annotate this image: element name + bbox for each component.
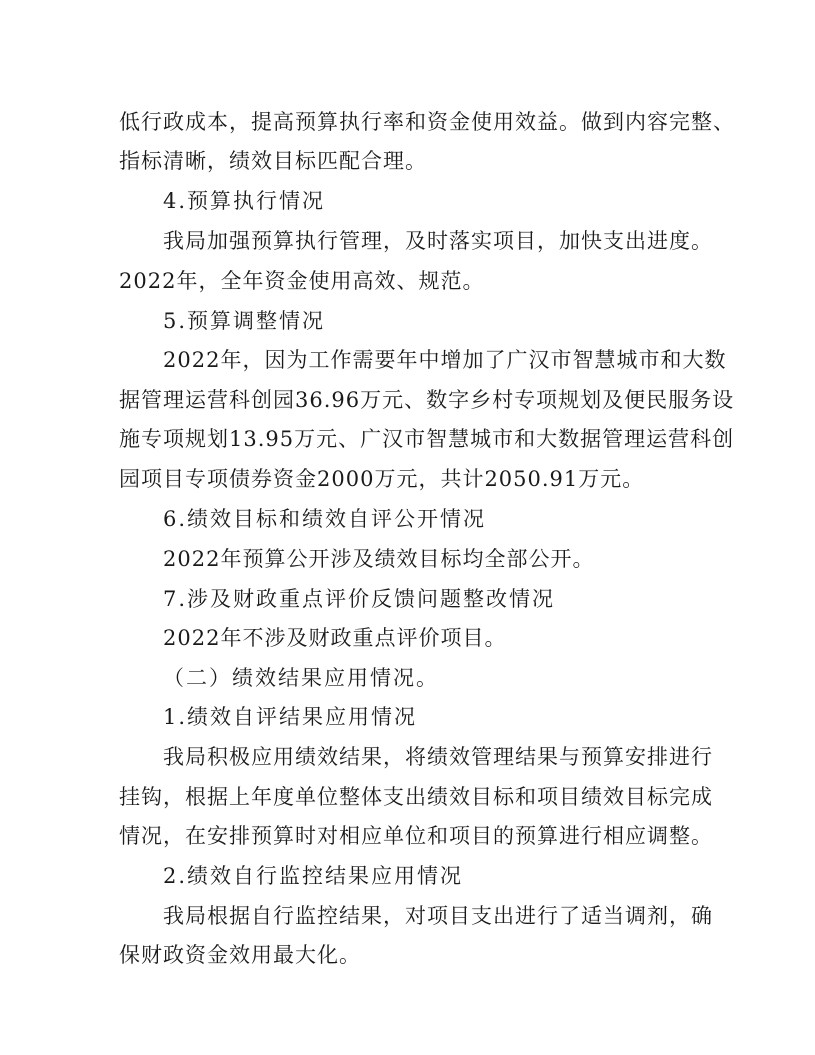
paragraph-line: 施专项规划13.95万元、广汉市智慧城市和大数据管理运营科创 (119, 427, 735, 451)
paragraph-line: 2022年，全年资金使用高效、规范。 (119, 269, 485, 293)
section-heading: 6.绩效目标和绩效自评公开情况 (163, 507, 487, 531)
paragraph-line: 低行政成本，提高预算执行率和资金使用效益。做到内容完整、 (119, 110, 735, 134)
paragraph-line: 我局加强预算执行管理，及时落实项目，加快支出进度。 (163, 229, 713, 253)
section-heading: 1.绩效自评结果应用情况 (163, 705, 418, 729)
paragraph-line: 2022年预算公开涉及绩效目标均全部公开。 (163, 547, 595, 571)
section-heading: 2.绩效自行监控结果应用情况 (163, 864, 464, 888)
paragraph-line: 园项目专项债券资金2000万元，共计2050.91万元。 (119, 467, 645, 491)
section-heading: 7.涉及财政重点评价反馈问题整改情况 (163, 587, 556, 611)
paragraph-line: 我局积极应用绩效结果，将绩效管理结果与预算安排进行 (163, 745, 713, 769)
paragraph-line: 保财政资金效用最大化。 (119, 943, 361, 967)
paragraph-line: 指标清晰，绩效目标匹配合理。 (119, 149, 427, 173)
paragraph-line: 2022年，因为工作需要年中增加了广汉市智慧城市和大数 (163, 348, 727, 372)
section-heading: 4.预算执行情况 (163, 189, 326, 213)
section-heading: （二）绩效结果应用情况。 (163, 666, 439, 690)
paragraph-line: 情况，在安排预算时对相应单位和项目的预算进行相应调整。 (119, 824, 713, 848)
paragraph-line: 我局根据自行监控结果，对项目支出进行了适当调剂，确 (163, 904, 713, 928)
paragraph-line: 挂钩，根据上年度单位整体支出绩效目标和项目绩效目标完成 (119, 785, 713, 809)
paragraph-line: 2022年不涉及财政重点评价项目。 (163, 626, 507, 650)
paragraph-line: 据管理运营科创园36.96万元、数字乡村专项规划及便民服务设 (119, 388, 735, 412)
section-heading: 5.预算调整情况 (163, 309, 326, 333)
